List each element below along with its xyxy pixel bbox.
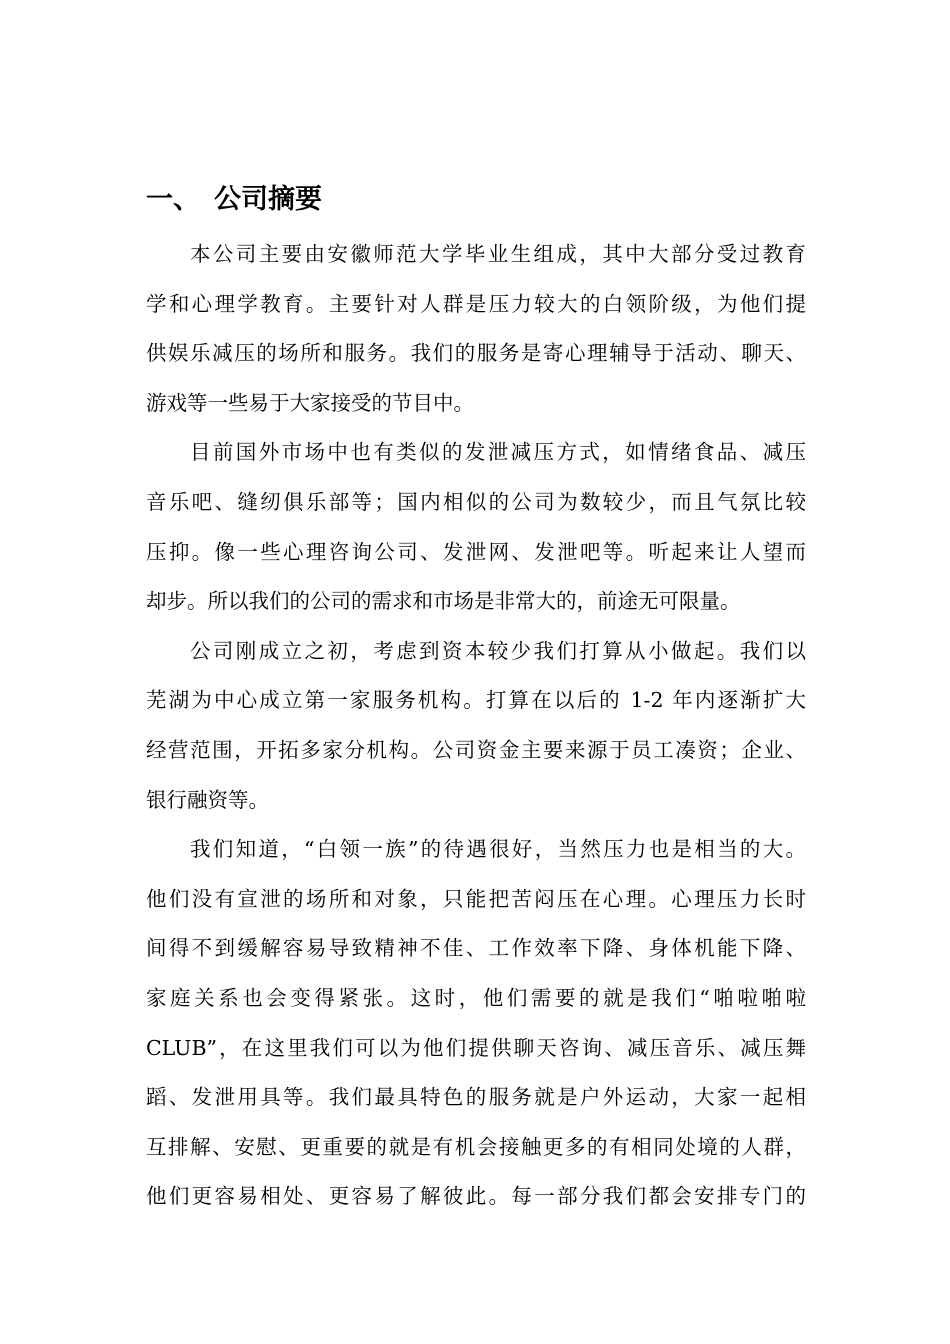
paragraph-4-line-3: 间得不到缓解容易导致精神不佳、工作效率下降、身体机能下降、 xyxy=(146,936,806,961)
paragraph-1-line-1: 本公司主要由安徽师范大学毕业生组成，其中大部分受过教育 xyxy=(190,242,806,266)
paragraph-4-line-1: 我们知道，“白领一族”的待遇很好，当然压力也是相当的大。 xyxy=(190,837,806,862)
paragraph-4-line-5: CLUB”，在这里我们可以为他们提供聊天咨询、减压音乐、减压舞 xyxy=(146,1035,806,1060)
paragraph-1-line-4: 游戏等一些易于大家接受的节目中。 xyxy=(146,390,474,415)
paragraph-3-line-3: 经营范围，开拓多家分机构。公司资金主要来源于员工凑资；企业、 xyxy=(146,737,806,762)
paragraph-4-line-4: 家庭关系也会变得紧张。这时，他们需要的就是我们“啪啦啪啦 xyxy=(146,985,806,1010)
paragraph-2-line-2: 音乐吧、缝纫俱乐部等；国内相似的公司为数较少，而且气氛比较 xyxy=(146,489,806,514)
section-number: 一、 xyxy=(146,184,200,215)
paragraph-3-line-4: 银行融资等。 xyxy=(146,787,269,812)
paragraph-2-line-4: 却步。所以我们的公司的需求和市场是非常大的，前途无可限量。 xyxy=(146,589,741,614)
paragraph-4-line-2: 他们没有宣泄的场所和对象，只能把苦闷压在心理。心理压力长时 xyxy=(146,886,806,911)
paragraph-4-line-8: 他们更容易相处、更容易了解彼此。每一部分我们都会安排专门的 xyxy=(146,1184,806,1209)
paragraph-2-line-1: 目前国外市场中也有类似的发泄减压方式，如情绪食品、减压 xyxy=(190,440,806,465)
paragraph-4-line-7: 互排解、安慰、更重要的就是有机会接触更多的有相同处境的人群， xyxy=(146,1134,806,1159)
paragraph-3-line-1: 公司刚成立之初，考虑到资本较少我们打算从小做起。我们以 xyxy=(190,638,806,663)
paragraph-1-line-2: 学和心理学教育。主要针对人群是压力较大的白领阶级，为他们提 xyxy=(146,291,806,316)
section-title: 公司摘要 xyxy=(214,184,322,215)
body-text xyxy=(146,230,806,1222)
section-heading xyxy=(146,180,322,220)
paragraph-2-line-3: 压抑。像一些心理咨询公司、发泄网、发泄吧等。听起来让人望而 xyxy=(146,539,806,564)
paragraph-3-line-2: 芜湖为中心成立第一家服务机构。打算在以后的 1-2 年内逐渐扩大 xyxy=(146,688,806,713)
paragraph-4-line-6: 蹈、发泄用具等。我们最具特色的服务就是户外运动，大家一起相 xyxy=(146,1085,806,1110)
paragraph-1-line-3: 供娱乐减压的场所和服务。我们的服务是寄心理辅导于活动、聊天、 xyxy=(146,341,806,366)
